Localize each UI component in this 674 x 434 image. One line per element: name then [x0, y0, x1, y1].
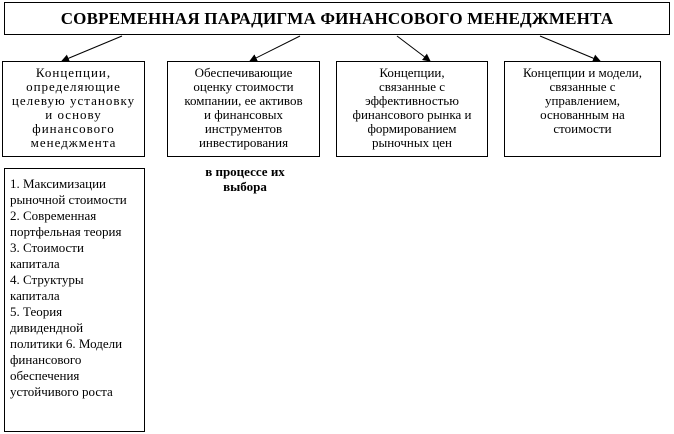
arrow-to-concept-1	[62, 36, 122, 61]
concept-label-value-based-management: Концепции и модели, связанные с управлением, основанным на стоимости	[523, 65, 642, 136]
concept-label-valuation: Обеспечивающие оценку стоимости компании, ее активов и финансовых инструментов инвестирования	[184, 65, 303, 150]
list-item-3: 3. Стоимости капитала	[10, 240, 84, 271]
concept-box-value-based-management	[504, 61, 661, 157]
arrow-to-concept-2	[250, 36, 300, 61]
valuation-extra-text: в процессе их выбора	[205, 164, 285, 194]
list-item-1: 1. Максимизации рыночной стоимости	[10, 176, 127, 207]
concept-box-valuation	[167, 61, 320, 157]
list-item-4: 4. Структуры капитала	[10, 272, 84, 303]
arrow-to-concept-4	[540, 36, 600, 61]
concept-label-market-efficiency: Концепции, связанные с эффективностью финансового рынка и формированием рыночных цен	[352, 65, 472, 150]
concept-label-target-setting: Концепции, определяющие целевую установку и основу финансового менеджмента	[11, 65, 136, 150]
list-item-2: 2. Современная портфельная теория	[10, 208, 122, 239]
paradigm-title: СОВРЕМЕННАЯ ПАРАДИГМА ФИНАНСОВОГО МЕНЕДЖМЕНТА	[60, 8, 614, 28]
concept-box-market-efficiency	[336, 61, 488, 157]
concept-box-target-setting	[2, 61, 145, 157]
arrow-to-concept-3	[397, 36, 430, 61]
concept-list-box	[4, 168, 145, 432]
list-item-5: 5. Теория дивидендной политики 6. Модели финансового обеспечения устойчивого роста	[10, 304, 123, 399]
